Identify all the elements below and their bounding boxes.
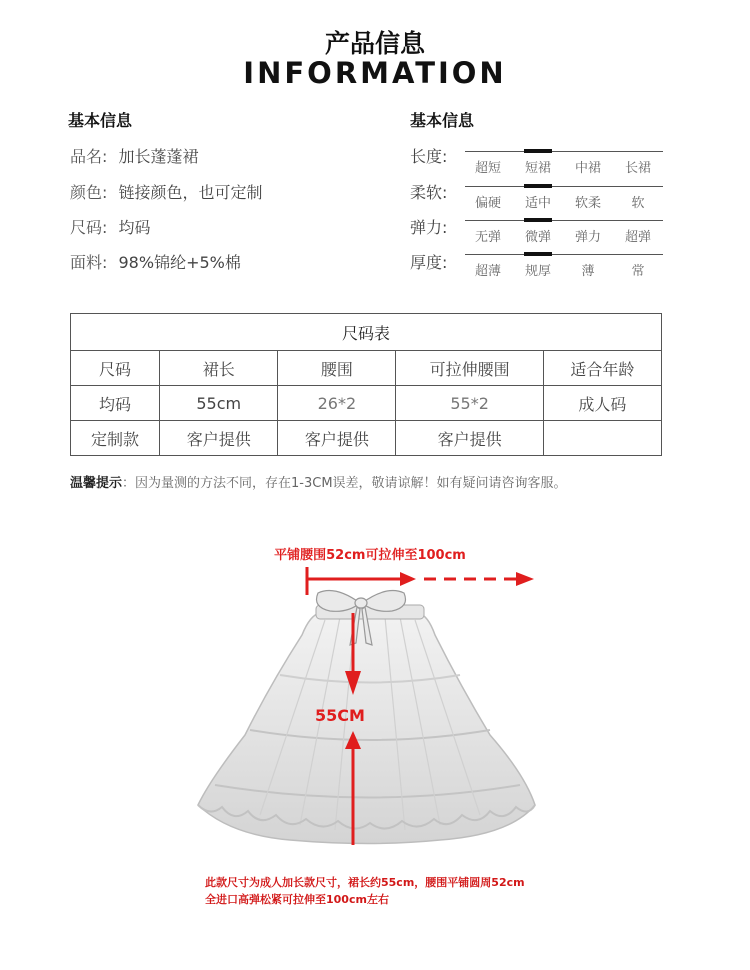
attr-scale <box>465 220 663 247</box>
info-row-name <box>70 144 199 167</box>
attr-label: 柔软: <box>410 183 448 202</box>
info-value: 链接颜色，也可定制 <box>118 183 263 202</box>
attr-label: 弹力: <box>410 218 448 237</box>
table-caption-row <box>71 314 662 351</box>
note-line: 此款尺寸为成人加长款尺寸，裙长约55cm，腰围平铺圆周52cm <box>205 876 525 889</box>
scale-option: 无弹 <box>474 230 501 245</box>
table-row <box>71 386 662 421</box>
table-cell: 成人码 <box>543 386 661 421</box>
attributes-heading: 基本信息 <box>410 111 475 130</box>
waist-arrow-head-2 <box>516 572 534 586</box>
table-cell: 55*2 <box>396 386 543 421</box>
table-cell <box>543 421 661 456</box>
length-label: 55CM <box>315 706 365 725</box>
attr-label: 长度: <box>410 147 448 166</box>
info-label: 尺码: <box>70 218 108 237</box>
scale-option: 适中 <box>524 196 551 211</box>
info-row-size <box>70 215 151 238</box>
table-caption: 尺码表 <box>71 314 662 351</box>
attr-scale <box>465 151 663 178</box>
scale-line <box>465 254 663 255</box>
attr-label: 厚度: <box>410 253 448 272</box>
skirt-diagram <box>190 535 550 845</box>
basic-info-heading: 基本信息 <box>68 111 133 130</box>
table-header-cell: 裙长 <box>160 351 278 386</box>
scale-option: 超薄 <box>474 264 501 279</box>
scale-selected-marker <box>524 252 552 256</box>
scale-option: 偏硬 <box>474 196 501 211</box>
table-cell: 均码 <box>71 386 160 421</box>
table-cell: 客户提供 <box>396 421 543 456</box>
attr-scale <box>465 186 663 213</box>
table-cell: 55cm <box>160 386 278 421</box>
info-label: 面料: <box>70 253 108 272</box>
scale-line <box>465 151 663 152</box>
scale-option: 短裙 <box>524 161 551 176</box>
scale-option: 微弹 <box>524 230 551 245</box>
tip-label: 温馨提示 <box>70 476 123 491</box>
waist-arrow-head <box>400 572 416 586</box>
page-title: 产品信息 <box>324 29 425 58</box>
table-header-cell: 适合年龄 <box>543 351 661 386</box>
skirt-shape <box>198 613 535 844</box>
scale-option: 规厚 <box>524 264 551 279</box>
table-header-cell: 尺码 <box>71 351 160 386</box>
tip-text <box>70 472 567 491</box>
scale-option: 超弹 <box>624 230 651 245</box>
waist-label: 平铺腰围52cm可拉伸至100cm <box>274 548 466 563</box>
table-header-row <box>71 351 662 386</box>
size-table <box>70 313 662 456</box>
info-value: 均码 <box>118 218 151 237</box>
scale-line <box>465 220 663 221</box>
scale-option: 弹力 <box>574 230 601 245</box>
table-header-cell: 可拉伸腰围 <box>396 351 543 386</box>
scale-option: 常 <box>631 264 645 279</box>
table-row <box>71 421 662 456</box>
scale-line <box>465 186 663 187</box>
scale-selected-marker <box>524 184 552 188</box>
table-cell: 客户提供 <box>160 421 278 456</box>
scale-option: 薄 <box>581 264 595 279</box>
info-value: 98%锦纶+5%棉 <box>118 253 241 272</box>
tip-body: ：因为量测的方法不同，存在1-3CM误差，敬请谅解！如有疑问请咨询客服。 <box>122 476 567 491</box>
size-note <box>205 874 525 908</box>
scale-selected-marker <box>524 149 552 153</box>
info-row-fabric <box>70 250 241 273</box>
scale-selected-marker <box>524 218 552 222</box>
scale-option: 软柔 <box>574 196 601 211</box>
table-header-cell: 腰围 <box>278 351 396 386</box>
table-cell: 定制款 <box>71 421 160 456</box>
info-label: 品名: <box>70 147 108 166</box>
scale-option: 超短 <box>474 161 501 176</box>
scale-option: 软 <box>631 196 645 211</box>
page-subtitle: INFORMATION <box>243 56 507 90</box>
info-row-color <box>70 180 263 203</box>
attr-scale <box>465 254 663 281</box>
table-cell: 客户提供 <box>278 421 396 456</box>
table-cell: 26*2 <box>278 386 396 421</box>
scale-option: 长裙 <box>624 161 651 176</box>
scale-option: 中裙 <box>574 161 601 176</box>
note-line: 全进口高弹松紧可拉伸至100cm左右 <box>205 893 389 906</box>
info-label: 颜色: <box>70 183 108 202</box>
info-value: 加长蓬蓬裙 <box>118 147 199 166</box>
